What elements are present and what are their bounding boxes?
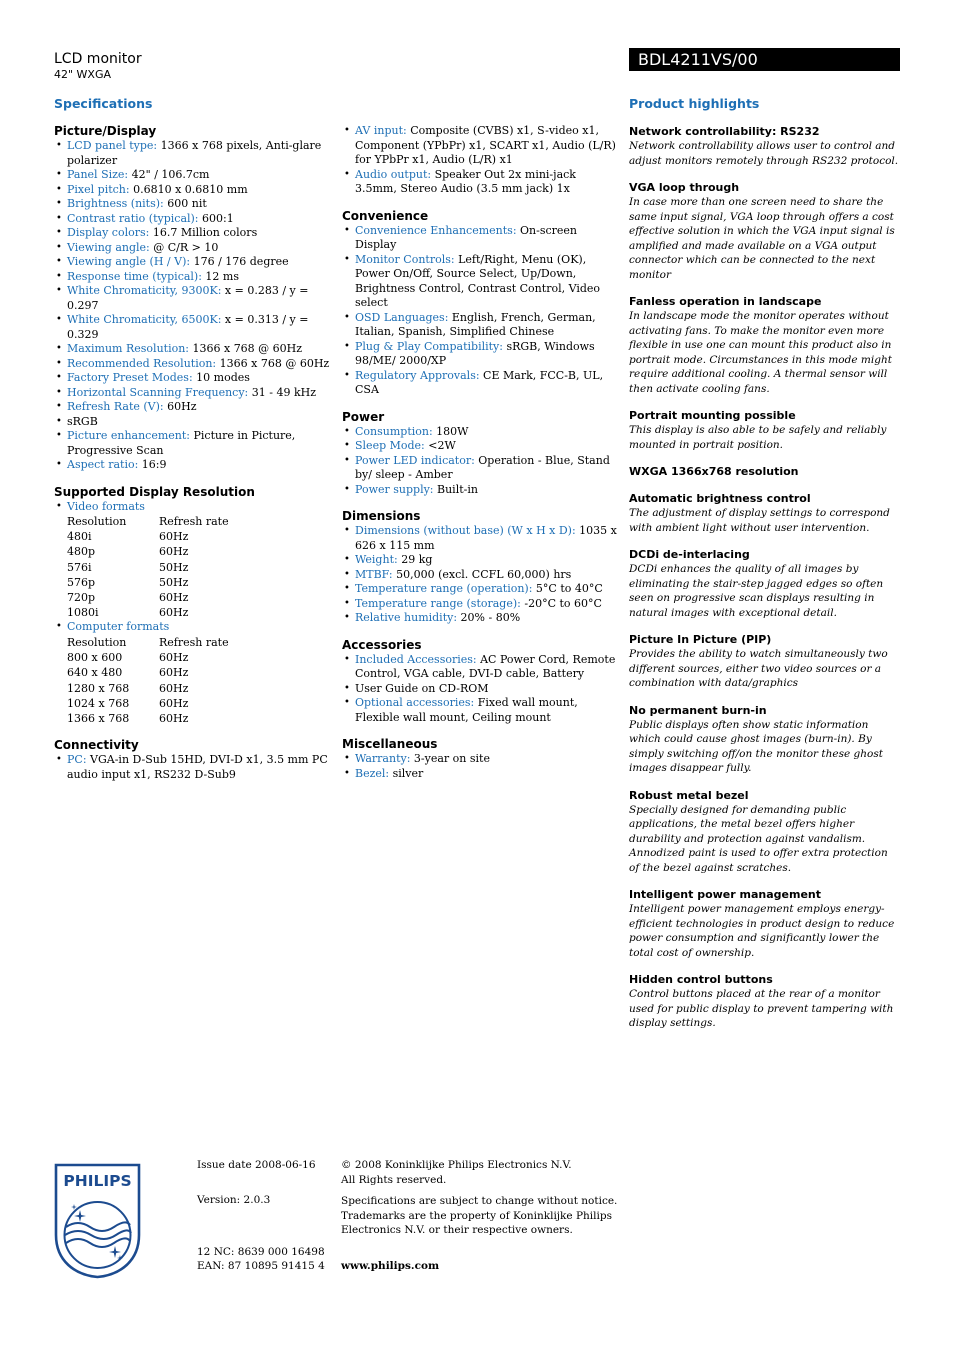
- spec-value: 29 kg: [397, 553, 433, 566]
- spec-item: [342, 224, 617, 253]
- dimensions-title: Dimensions: [342, 509, 421, 523]
- table-row: [67, 681, 229, 696]
- spec-label: AV input:: [355, 124, 407, 137]
- resolution-cell: 720p: [67, 591, 96, 605]
- table-row: [67, 665, 229, 680]
- spec-value: 180W: [432, 424, 469, 438]
- highlight-description: In landscape mode the monitor operates without activating fans. To make the monitor even more flexible in use one can mount this product also in portrait mode. Circumstances in this mode might require additional cooling. A thermal sensor will then activate cooling fans.: [629, 310, 892, 395]
- spec-item: [342, 653, 617, 682]
- spec-label: Temperature range (operation):: [355, 582, 533, 595]
- highlight-description: Network controllability allows user to control and adjust monitors remotely through RS232 protocol.: [629, 140, 899, 167]
- table-row: [67, 544, 229, 559]
- highlight-title: Automatic brightness control: [629, 492, 811, 505]
- highlight-title: Hidden control buttons: [629, 973, 773, 986]
- spec-label: Recommended Resolution:: [67, 356, 217, 370]
- header: [54, 50, 142, 82]
- highlight-item: [629, 465, 901, 479]
- spec-value: Left/Right, Menu (OK), Power On/Off, Source Select, Up/Down, Brightness Control, Contrast Control, Video select: [355, 252, 601, 309]
- spec-value: x = 0.283 / y = 0.297: [67, 284, 309, 312]
- spec-item: [342, 311, 617, 340]
- highlights-column: [629, 96, 901, 1044]
- spec-value: 600:1: [198, 211, 234, 225]
- spec-label: Power supply:: [355, 482, 434, 496]
- spec-item: [54, 255, 330, 270]
- spec-item: [342, 168, 617, 197]
- spec-value: 176 / 176 degree: [190, 255, 289, 268]
- table-header-row: [67, 635, 229, 650]
- specs-column-2: [342, 124, 617, 781]
- spec-value: 1035 x 626 x 115 mm: [355, 524, 617, 552]
- spec-label: Factory Preset Modes:: [67, 371, 193, 384]
- highlight-item: [629, 125, 901, 168]
- spec-label: Pixel pitch:: [67, 182, 130, 196]
- spec-item: [342, 582, 617, 597]
- resolution-cell: 640 x 480: [67, 666, 123, 680]
- spec-item: [54, 241, 330, 256]
- spec-value: 1366 x 768 pixels, Anti-glare polarizer: [67, 139, 322, 167]
- spec-value: 20% - 80%: [457, 611, 521, 624]
- refresh-rate-cell: 60Hz: [159, 696, 189, 710]
- spec-value: 5°C to 40°C: [532, 582, 603, 595]
- spec-value: @ C/R > 10: [149, 240, 219, 254]
- refresh-rate-cell: 60Hz: [159, 606, 189, 620]
- resolution-cell: 800 x 600: [67, 651, 123, 665]
- connectivity-title: Connectivity: [54, 738, 139, 753]
- highlight-title: Picture In Picture (PIP): [629, 633, 772, 646]
- spec-label: Panel Size:: [67, 168, 129, 181]
- spec-value: Picture in Picture, Progressive Scan: [67, 429, 296, 457]
- spec-item: [342, 524, 617, 553]
- spec-item: [54, 400, 330, 415]
- spec-value: Operation - Blue, Stand by/ sleep - Amber: [355, 453, 610, 481]
- table-row: [67, 590, 229, 605]
- spec-value: sRGB, Windows 98/ME/ 2000/XP: [355, 339, 595, 367]
- spec-item: [342, 253, 617, 311]
- spec-value: 50,000 (excl. CCFL 60,000) hrs: [392, 567, 572, 581]
- resolution-cell: 480p: [67, 545, 96, 559]
- spec-label: Dimensions (without base) (W x H x D):: [355, 524, 576, 537]
- spec-item: [342, 611, 617, 626]
- copyright: © 2008 Koninklijke Philips Electronics N.V.: [341, 1159, 572, 1171]
- spec-item: [342, 597, 617, 612]
- spec-item: [54, 415, 330, 430]
- refresh-rate-cell: 60Hz: [159, 666, 189, 680]
- disclaimer-line-2: Trademarks are the property of Koninklijke Philips: [341, 1210, 612, 1222]
- highlight-title: Robust metal bezel: [629, 788, 749, 802]
- spec-label: White Chromaticity, 6500K:: [67, 313, 222, 326]
- spec-label: Weight:: [355, 553, 398, 566]
- highlight-description: Provides the ability to watch simultaneously two different sources, either two video sources or a combination with data/graphics: [629, 648, 888, 689]
- spec-label: Display colors:: [67, 226, 150, 239]
- spec-value: AC Power Cord, Remote Control, VGA cable, DVI-D cable, Battery: [355, 652, 616, 680]
- spec-item: [342, 553, 617, 568]
- accessories-title: Accessories: [342, 637, 422, 652]
- highlight-title: Network controllability: RS232: [629, 125, 820, 138]
- highlight-title: No permanent burn-in: [629, 703, 767, 717]
- highlight-item: [629, 888, 901, 960]
- spec-label: White Chromaticity, 9300K:: [67, 284, 222, 297]
- spec-item: [342, 767, 617, 782]
- column-header-refresh: Refresh rate: [159, 635, 229, 649]
- resolution-cell: 576p: [67, 575, 96, 589]
- refresh-rate-cell: 60Hz: [159, 530, 189, 544]
- column-header-resolution: Resolution: [67, 635, 127, 649]
- spec-value: 16:9: [138, 458, 167, 471]
- spec-value: Composite (CVBS) x1, S-video x1, Component (YPbPr) x1, SCART x1, Audio (L/R) for YPbPr x1, Audio (L/R) x1: [355, 124, 616, 166]
- disclaimer-line-1: Specifications are subject to change without notice.: [341, 1195, 618, 1207]
- highlights-list: [629, 125, 901, 1031]
- connectivity-list: [54, 753, 330, 782]
- spec-value: 16.7 Million colors: [149, 226, 258, 239]
- highlight-description: DCDi enhances the quality of all images by eliminating the stair-step jagged edges so often seen on progressive scan displays resulting in natural images with exceptional detail.: [629, 563, 884, 619]
- spec-label: MTBF:: [355, 567, 393, 581]
- product-title: LCD monitor: [54, 51, 142, 67]
- spec-value: 12 ms: [201, 269, 240, 283]
- spec-item: [342, 568, 617, 583]
- spec-value: 10 modes: [192, 371, 250, 384]
- spec-label: Monitor Controls:: [355, 252, 455, 266]
- table-row: [67, 696, 229, 711]
- spec-value: 1366 x 768 @ 60Hz: [189, 342, 303, 355]
- spec-value: 3-year on site: [410, 752, 490, 765]
- version: Version: 2.0.3: [197, 1194, 271, 1206]
- picture-display-title: Picture/Display: [54, 124, 157, 138]
- table-row: [67, 711, 229, 726]
- spec-item: [54, 270, 330, 285]
- spec-item: [54, 284, 330, 313]
- spec-label: Maximum Resolution:: [67, 342, 189, 355]
- video-formats-label: Video formats: [67, 499, 145, 513]
- highlight-description: Intelligent power management employs energy-efficient technologies in product design to reduce power consumption and significantly lower the total cost of ownership.: [629, 903, 895, 959]
- spec-label: OSD Languages:: [355, 310, 449, 324]
- spec-item: [342, 454, 617, 483]
- spec-value: 60Hz: [163, 400, 197, 413]
- disclaimer-line-3: Electronics N.V. or their respective owners.: [341, 1224, 573, 1236]
- spec-value: 0.6810 x 0.6810 mm: [129, 182, 248, 196]
- computer-formats-table: [67, 635, 229, 726]
- spec-label: Optional accessories:: [355, 696, 475, 709]
- spec-label: Relative humidity:: [355, 611, 458, 624]
- spec-label: Warranty:: [355, 752, 411, 765]
- spec-item: [54, 342, 330, 357]
- highlight-title: DCDi de-interlacing: [629, 548, 750, 561]
- spec-label: Plug & Play Compatibility:: [355, 339, 503, 353]
- highlight-description: Specially designed for demanding public applications, the metal bezel offers higher durability and protection against vandalism. Annodized paint is used to offer extra protection of the bezel against scratches.: [629, 803, 888, 874]
- highlight-description: The adjustment of display settings to correspond with ambient light without user intervention.: [629, 507, 890, 534]
- highlights-heading: Product highlights: [629, 96, 760, 111]
- spec-item: [54, 183, 330, 198]
- spec-value: Built-in: [433, 482, 478, 496]
- spec-label: Temperature range (storage):: [355, 596, 521, 610]
- highlight-title: Intelligent power management: [629, 888, 822, 901]
- spec-item: [342, 752, 617, 767]
- power-list: [342, 425, 617, 498]
- highlight-description: In case more than one screen need to share the same input signal, VGA loop through offers a cost effective solution in which the VGA input signal is amplified and made available on a VGA output connector which can be connected to the next monitor: [629, 196, 895, 281]
- spec-label: Consumption:: [355, 424, 433, 438]
- spec-item: [54, 371, 330, 386]
- website-link[interactable]: www.philips.com: [341, 1260, 440, 1272]
- spec-item: [54, 139, 330, 168]
- spec-value: User Guide on CD-ROM: [355, 681, 489, 695]
- logo-wordmark: PHILIPS: [63, 1172, 132, 1190]
- spec-label: Power LED indicator:: [355, 453, 475, 467]
- spec-item: [342, 425, 617, 440]
- highlight-item: [629, 181, 901, 282]
- resolution-cell: 1366 x 768: [67, 711, 130, 725]
- highlight-item: [629, 704, 901, 776]
- highlight-item: [629, 492, 901, 535]
- specifications-heading: Specifications: [54, 96, 153, 111]
- convenience-list: [342, 224, 617, 398]
- spec-item: [342, 696, 617, 725]
- highlight-description: Public displays often show static information which could cause ghost images (burn-in). By simply switching off/on the monitor these ghost images disappear fully.: [629, 718, 883, 774]
- spec-value: 1366 x 768 @ 60Hz: [216, 356, 330, 370]
- spec-value: <2W: [424, 439, 456, 452]
- refresh-rate-cell: 60Hz: [159, 711, 189, 725]
- spec-label: PC:: [67, 753, 87, 767]
- spec-value: On-screen Display: [355, 223, 578, 251]
- column-header-resolution: Resolution: [67, 515, 127, 528]
- spec-label: LCD panel type:: [67, 139, 158, 152]
- refresh-rate-cell: 60Hz: [159, 591, 189, 605]
- accessories-list: [342, 653, 617, 726]
- spec-item: [342, 439, 617, 454]
- spec-label: Brightness (nits):: [67, 197, 164, 210]
- spec-item: [54, 313, 330, 342]
- computer-formats-list: [54, 620, 330, 635]
- spec-item: [54, 458, 330, 473]
- video-formats-list: [54, 500, 330, 515]
- ean-number: EAN: 87 10895 91415 4: [197, 1260, 325, 1272]
- spec-value: CE Mark, FCC-B, UL, CSA: [355, 368, 604, 396]
- spec-item: [54, 357, 330, 372]
- spec-label: Sleep Mode:: [355, 439, 425, 452]
- convenience-title: Convenience: [342, 208, 429, 223]
- spec-label: Contrast ratio (typical):: [67, 211, 199, 225]
- spec-value: silver: [389, 766, 424, 780]
- spec-label: Included Accessories:: [355, 652, 477, 666]
- spec-item: [54, 226, 330, 241]
- picture-display-list: [54, 139, 330, 473]
- spec-value: VGA-in D-Sub 15HD, DVI-D x1, 3.5 mm PC audio input x1, RS232 D-Sub9: [67, 753, 328, 781]
- table-row: [67, 650, 229, 665]
- spec-value: 31 - 49 kHz: [248, 385, 317, 399]
- spec-label: Picture enhancement:: [67, 429, 190, 442]
- connectivity-continued-list: [342, 124, 617, 197]
- spec-item: [54, 168, 330, 183]
- spec-label: Response time (typical):: [67, 269, 202, 283]
- spec-label: Viewing angle (H / V):: [67, 255, 191, 268]
- spec-label: Bezel:: [355, 766, 390, 780]
- spec-item: [342, 682, 617, 697]
- spec-label: Aspect ratio:: [67, 458, 139, 471]
- refresh-rate-cell: 50Hz: [159, 575, 189, 589]
- highlight-description: Control buttons placed at the rear of a monitor used for public display to prevent tampering with display settings.: [629, 988, 894, 1029]
- list-item: [54, 500, 330, 515]
- miscellaneous-list: [342, 752, 617, 781]
- table-row: [67, 529, 229, 544]
- resolution-cell: 1024 x 768: [67, 696, 130, 710]
- highlight-item: [629, 295, 901, 396]
- highlight-title: Portrait mounting possible: [629, 409, 796, 422]
- spec-value: English, French, German, Italian, Spanish, Simplified Chinese: [355, 310, 596, 338]
- highlight-title: WXGA 1366x768 resolution: [629, 465, 799, 478]
- spec-item: [54, 197, 330, 212]
- spec-item: [54, 212, 330, 227]
- refresh-rate-cell: 60Hz: [159, 545, 189, 559]
- table-row: [67, 605, 229, 620]
- spec-label: Audio output:: [355, 167, 432, 181]
- spec-label: Refresh Rate (V):: [67, 400, 164, 413]
- spec-value: sRGB: [67, 414, 98, 428]
- dimensions-list: [342, 524, 617, 626]
- spec-value: 42" / 106.7cm: [128, 168, 210, 181]
- resolution-cell: 1280 x 768: [67, 681, 130, 695]
- highlight-description: This display is also able to be safely and reliably mounted in portrait position.: [629, 424, 887, 451]
- list-item: [54, 620, 330, 635]
- highlight-item: [629, 789, 901, 876]
- spec-item: [342, 369, 617, 398]
- footer: [0, 1155, 954, 1285]
- highlight-title: Fanless operation in landscape: [629, 295, 822, 308]
- spec-value: Speaker Out 2x mini-jack 3.5mm, Stereo Audio (3.5 mm jack) 1x: [355, 167, 576, 195]
- miscellaneous-title: Miscellaneous: [342, 737, 438, 751]
- column-header-refresh: Refresh rate: [159, 515, 229, 528]
- spec-value: 600 nit: [163, 197, 207, 210]
- refresh-rate-cell: 60Hz: [159, 681, 189, 695]
- spec-item: [342, 124, 617, 168]
- spec-item: [342, 483, 617, 498]
- spec-label: Regulatory Approvals:: [355, 368, 480, 382]
- resolution-cell: 1080i: [67, 606, 99, 620]
- resolution-cell: 480i: [67, 530, 92, 544]
- spec-label: Horizontal Scanning Frequency:: [67, 385, 249, 399]
- spec-item: [54, 753, 330, 782]
- refresh-rate-cell: 50Hz: [159, 560, 189, 574]
- spec-value: x = 0.313 / y = 0.329: [67, 313, 309, 341]
- highlight-item: [629, 973, 901, 1031]
- highlight-item: [629, 409, 901, 452]
- spec-item: [54, 429, 330, 458]
- model-number: BDL4211VS/00: [629, 48, 900, 71]
- spec-item: [54, 386, 330, 401]
- philips-shield-logo: [54, 1163, 141, 1279]
- spec-value: -20°C to 60°C: [520, 596, 602, 610]
- refresh-rate-cell: 60Hz: [159, 651, 189, 665]
- power-title: Power: [342, 409, 385, 424]
- table-row: [67, 560, 229, 575]
- video-formats-table: [67, 514, 229, 620]
- highlight-item: [629, 633, 901, 691]
- computer-formats-label: Computer formats: [67, 620, 170, 634]
- specs-column-1: [54, 96, 330, 782]
- spec-value: Fixed wall mount, Flexible wall mount, Ceiling mount: [355, 696, 578, 724]
- spec-item: [342, 340, 617, 369]
- table-header-row: [67, 514, 229, 529]
- spec-label: Convenience Enhancements:: [355, 223, 517, 237]
- issue-date: Issue date 2008-06-16: [197, 1159, 316, 1171]
- spec-label: Viewing angle:: [67, 240, 150, 254]
- resolution-cell: 576i: [67, 560, 92, 574]
- table-row: [67, 575, 229, 590]
- product-subtitle: 42" WXGA: [54, 68, 112, 81]
- nc-number: 12 NC: 8639 000 16498: [197, 1246, 325, 1258]
- rights-reserved: All Rights reserved.: [341, 1174, 447, 1186]
- highlight-title: VGA loop through: [629, 181, 740, 194]
- highlight-item: [629, 548, 901, 620]
- supported-resolution-title: Supported Display Resolution: [54, 484, 255, 499]
